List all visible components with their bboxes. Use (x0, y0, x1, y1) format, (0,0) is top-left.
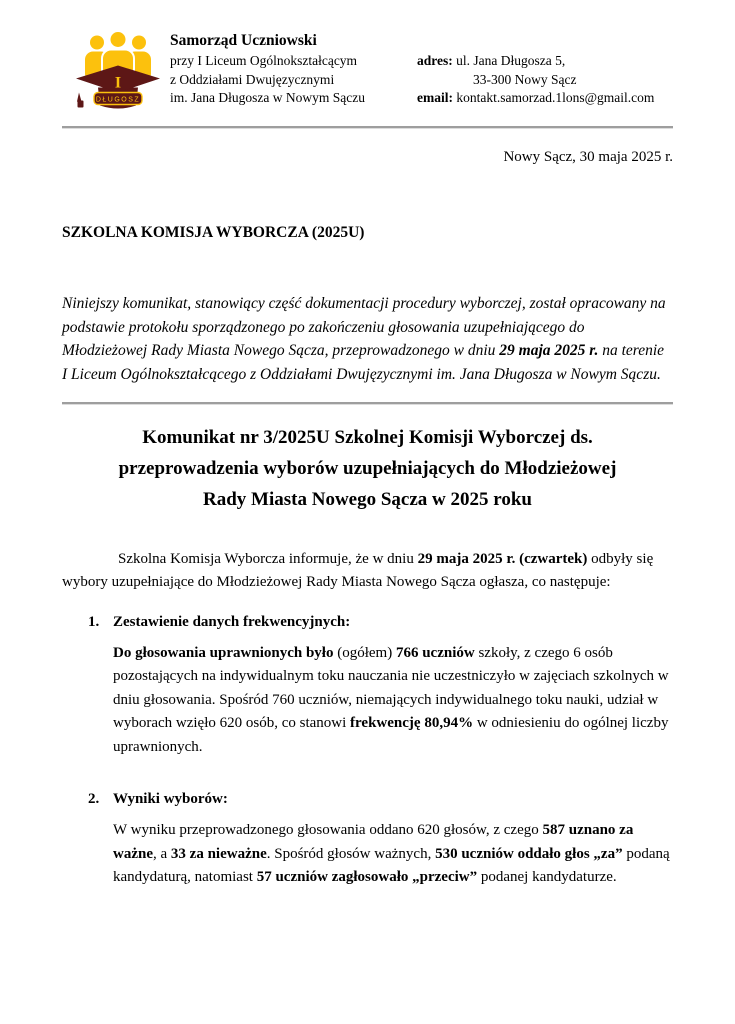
intro-text-2: odbyły się wybory uzupełniające do Młodzieżowej Rady Miasta Nowego Sącza ogłasza, co następuje: (62, 550, 654, 590)
results-text-5: podanej kandydaturze. (477, 869, 617, 885)
item-heading: Wyniki wyborów: (113, 791, 228, 807)
results-text-2: , a (153, 845, 171, 862)
title-line-3: Rady Miasta Nowego Sącza w 2025 roku (203, 488, 532, 510)
logo-letter: I (114, 74, 122, 92)
intro-paragraph (62, 548, 673, 594)
document-main (62, 422, 673, 905)
results-text-1: W wyniku przeprowadzonego głosowania oddano 620 głosów, z czego (113, 822, 543, 838)
org-line-1: przy I Liceum Ogólnokształcącym (170, 53, 358, 68)
item-body (113, 788, 673, 905)
preamble-text-1: Niniejszy komunikat, stanowiący część dokumentacji procedury wyborczej, został opracowany na podstawie protokołu sporządzonego po zakończeniu głosowania uzupełniającego do Młodzieżowej Rady Miasta Nowego Sącza, przeprowadzonego w dniu (62, 295, 666, 359)
list-item-results (62, 788, 673, 905)
preamble-paragraph (62, 292, 673, 386)
school-logo-graphic (72, 28, 164, 116)
dateline: Nowy Sącz, 30 maja 2025 r. (503, 149, 673, 165)
preamble-date-bold: 29 maja 2025 r. (499, 342, 599, 359)
item-number: 2. (88, 791, 100, 807)
org-name: Samorząd Uczniowski (170, 32, 317, 49)
preamble-text-2: na terenie I Liceum Ogólnokształcącego z Oddziałami Dwujęzycznymi im. Jana Długosza w Nowym Sączu. (62, 342, 665, 383)
email-value: kontakt.samorzad.1lons@gmail.com (456, 90, 655, 105)
address-line-2: 33-300 Nowy Sącz (473, 71, 577, 87)
email-line (417, 89, 654, 108)
address-label: adres: (417, 53, 453, 68)
address-street: ul. Jana Długosza 5, (456, 53, 566, 68)
item-body (113, 611, 673, 775)
org-line-3: im. Jana Długosza w Nowym Sączu (170, 90, 365, 105)
item-heading: Zestawienie danych frekwencyjnych: (113, 613, 351, 630)
title-line-1: Komunikat nr 3/2025U Szkolnej Komisji Wyborczej ds. (142, 426, 593, 448)
school-logo (72, 28, 164, 116)
contact-block (417, 52, 654, 108)
turnout-text-1: (ogółem) (333, 644, 396, 661)
turnout-text-bold-3: frekwencję 80,94% (350, 715, 474, 731)
list-item-turnout (62, 611, 673, 775)
results-text-bold-3: 530 uczniów oddało głos „za” (435, 845, 623, 862)
organization-block (170, 30, 365, 108)
email-label: email: (417, 90, 453, 105)
turnout-text-bold-1: Do głosowania uprawnionych było (113, 644, 334, 661)
title-line-2: przeprowadzenia wyborów uzupełniających do Młodzieżowej (118, 457, 617, 479)
numbered-list (62, 611, 673, 905)
letterhead (0, 0, 735, 126)
turnout-text-2: szkoły, z czego 6 osób pozostających na indywidualnym toku nauczania nie uczestniczyło w zajęciach szkolnych w dniu głosowania. Spośród 760 uczniów, niemających indywidualnego toku nauki, udział w wyborach wzięło 620 osób, co stanowi (113, 644, 669, 731)
address-line-1 (417, 52, 654, 71)
item-paragraph (113, 642, 673, 760)
intro-text-1: Szkolna Komisja Wyborcza informuje, że w dniu (118, 550, 418, 567)
item-paragraph (113, 819, 673, 890)
results-text-bold-1: 587 uznano za ważne (113, 822, 634, 862)
turnout-text-3: w odniesieniu do ogólnej liczby uprawnionych. (113, 715, 669, 755)
item-number: 1. (88, 613, 100, 630)
horizontal-rule-top (62, 126, 673, 128)
horizontal-rule-middle (62, 402, 673, 404)
org-line-2: z Oddziałami Dwujęzycznymi (170, 71, 335, 87)
results-text-4: podaną kandydaturą, natomiast (113, 845, 670, 885)
document-title (62, 422, 673, 515)
logo-banner-text: DŁUGOSZ (95, 96, 141, 104)
turnout-text-bold-2: 766 uczniów (395, 644, 475, 661)
results-text-bold-2: 33 za nieważne (170, 845, 267, 862)
results-text-bold-4: 57 uczniów zagłosowało „przeciw” (256, 869, 478, 885)
results-text-3: . Spośród głosów ważnych, (266, 845, 436, 862)
document-body (62, 148, 673, 386)
intro-date-bold: 29 maja 2025 r. (czwartek) (417, 550, 588, 567)
commission-heading: SZKOLNA KOMISJA WYBORCZA (2025U) (62, 224, 365, 241)
